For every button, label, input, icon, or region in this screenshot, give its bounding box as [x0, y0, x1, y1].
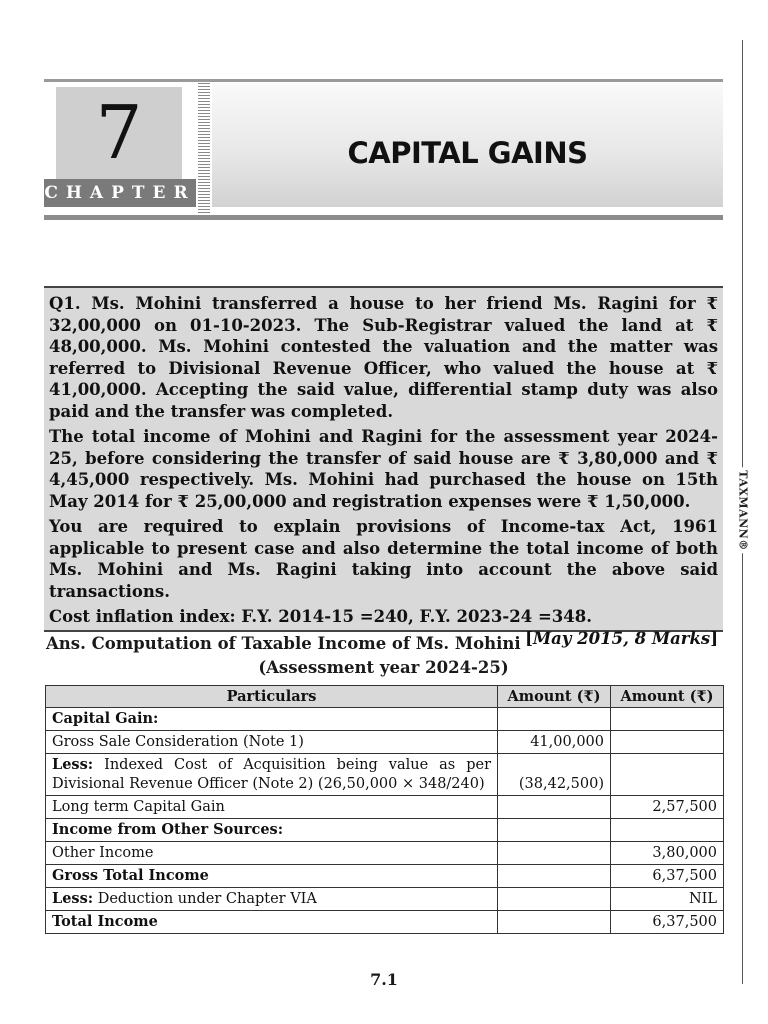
amount-cell	[498, 708, 611, 731]
row-text: Long term Capital Gain	[52, 799, 225, 815]
amount-cell	[498, 796, 611, 819]
amount-cell: (38,42,500)	[498, 754, 611, 796]
publisher-brand-text: TAXMANN®	[737, 467, 750, 553]
particulars-cell	[46, 888, 498, 911]
answer-heading: Ans. Computation of Taxable Income of Ms. Mohini	[46, 634, 521, 653]
particulars-cell	[46, 842, 498, 865]
particulars-cell	[46, 731, 498, 754]
amount-cell	[498, 842, 611, 865]
question-paragraph: The total income of Mohini and Ragini for the assessment year 2024-25, before considering the transfer of said house are ₹ 3,80,000 and ₹ 4,45,000 respectively. Ms. Mohini had purchased the house on 15th May 2014 for ₹ 25,00,000 and registration expenses were ₹ 1,50,000.	[49, 427, 718, 511]
page-number: 7.1	[370, 970, 398, 989]
amount-cell	[611, 819, 724, 842]
header-top-rule	[44, 79, 723, 82]
chapter-header	[44, 79, 723, 221]
table-header-row	[46, 686, 724, 708]
table-row	[46, 754, 724, 796]
particulars-cell	[46, 911, 498, 934]
row-text: Other Income	[52, 845, 154, 861]
header-bottom-rule	[44, 215, 723, 220]
table-row	[46, 796, 724, 819]
amount-cell: 3,80,000	[611, 842, 724, 865]
row-bold-label: Gross Total Income	[52, 867, 209, 884]
particulars-cell	[46, 796, 498, 819]
computation-table	[45, 685, 724, 934]
amount-cell: 41,00,000	[498, 731, 611, 754]
question-paragraph: Q1. Ms. Mohini transferred a house to her friend Ms. Ragini for ₹ 32,00,000 on 01-10-2023. The Sub-Registrar valued the land at ₹ 48,00,000. Ms. Mohini contested the valuation and the matter was referred to Divisional Revenue Officer, who valued the house at ₹ 41,00,000. Accepting the said value, differential stamp duty was also paid and the transfer was completed.	[49, 294, 718, 421]
chapter-label: CHAPTER	[44, 179, 196, 207]
table-row	[46, 708, 724, 731]
column-header: Amount (₹)	[498, 686, 611, 708]
header-hatch-divider	[198, 83, 210, 213]
particulars-cell	[46, 819, 498, 842]
question-source: [May 2015, 8 Marks]	[525, 628, 718, 648]
row-bold-label: Capital Gain:	[52, 710, 159, 727]
row-text: Gross Sale Consideration (Note 1)	[52, 734, 304, 750]
chapter-title: CAPITAL GAINS	[347, 136, 588, 170]
margin-rule-top	[742, 40, 743, 470]
amount-cell: 6,37,500	[611, 865, 724, 888]
particulars-cell	[46, 865, 498, 888]
row-text: Deduction under Chapter VIA	[93, 891, 317, 907]
column-header: Particulars	[46, 686, 498, 708]
amount-cell	[611, 754, 724, 796]
amount-cell	[611, 708, 724, 731]
row-bold-label: Income from Other Sources:	[52, 821, 284, 838]
question-paragraph: You are required to explain provisions of Income-tax Act, 1961 applicable to present case and also determine the total income of both Ms. Mohini and Ms. Ragini taking into account the above said transactions.	[49, 517, 718, 601]
amount-cell: 2,57,500	[611, 796, 724, 819]
table-row	[46, 911, 724, 934]
row-bold-label: Less:	[52, 756, 94, 773]
amount-cell	[498, 911, 611, 934]
table-row	[46, 819, 724, 842]
amount-cell: 6,37,500	[611, 911, 724, 934]
amount-cell	[611, 731, 724, 754]
question-paragraph: Cost inflation index: F.Y. 2014-15 =240, F.Y. 2023-24 =348.	[49, 607, 592, 626]
table-row	[46, 888, 724, 911]
particulars-cell	[46, 708, 498, 731]
table-row	[46, 842, 724, 865]
publisher-brand	[735, 470, 751, 550]
chapter-number: 7	[95, 90, 143, 176]
row-bold-label: Less:	[52, 890, 94, 907]
margin-rule-bottom	[742, 552, 743, 984]
particulars-cell	[46, 754, 498, 796]
row-bold-label: Total Income	[52, 913, 158, 930]
amount-cell	[498, 819, 611, 842]
amount-cell	[498, 888, 611, 911]
amount-cell: NIL	[611, 888, 724, 911]
question-source-text: May 2015, 8 Marks	[532, 628, 711, 648]
column-header: Amount (₹)	[611, 686, 724, 708]
row-text: Indexed Cost of Acquisition being value as per Divisional Revenue Officer (Note 2) (26,50,000 × 348/240)	[52, 757, 491, 792]
table-row	[46, 865, 724, 888]
answer-subheading: (Assessment year 2024-25)	[258, 658, 509, 677]
table-row	[46, 731, 724, 754]
amount-cell	[498, 865, 611, 888]
